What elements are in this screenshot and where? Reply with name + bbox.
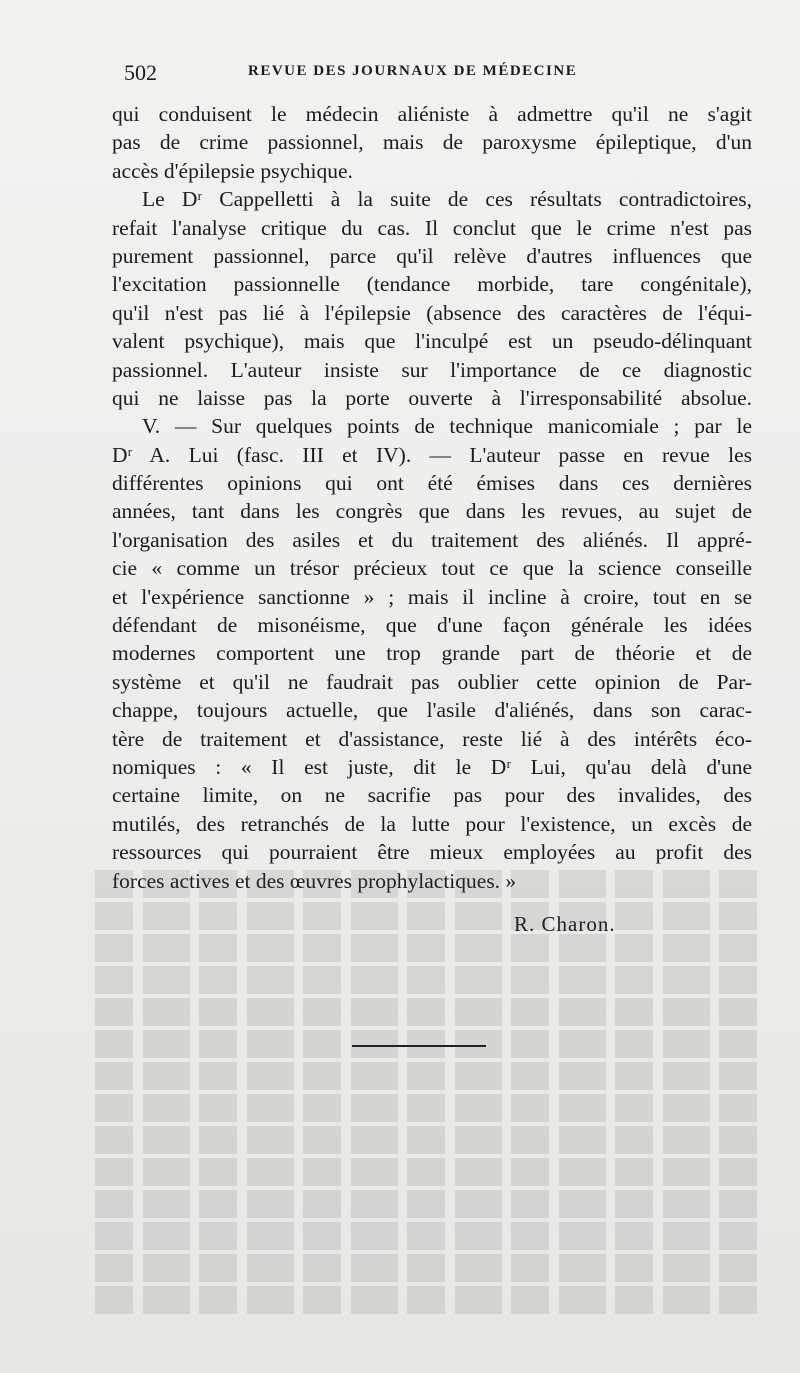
text-line: accès d'épilepsie psychique.	[112, 158, 353, 183]
show-through-line	[95, 934, 765, 962]
text-line: défendant de misonéisme, que d'une façon générale les idées	[112, 613, 752, 638]
text-line: modernes comportent une trop grande part de théorie et de	[112, 641, 752, 666]
author-signature: R. Charon.	[514, 912, 616, 936]
show-through-line	[95, 1254, 765, 1282]
show-through-line	[95, 998, 765, 1026]
text-line: ressources qui pourraient être mieux employées au profit des	[112, 840, 752, 865]
text-line: Dʳ A. Lui (fasc. III et IV). — L'auteur passe en revue les	[112, 442, 752, 467]
section-divider	[352, 1045, 486, 1047]
text-line: années, tant dans les congrès que dans les revues, au sujet de	[112, 499, 752, 524]
show-through-line	[95, 1158, 765, 1186]
show-through-line	[95, 1190, 765, 1218]
page-header	[124, 60, 644, 90]
text-line: chappe, toujours actuelle, que l'asile d'aliénés, dans son carac-	[112, 698, 752, 723]
text-line: cie « comme un trésor précieux tout ce que la science conseille	[112, 556, 752, 581]
article-body	[112, 100, 752, 895]
show-through-line	[95, 1126, 765, 1154]
text-line: l'organisation des asiles et du traitement des aliénés. Il appré-	[112, 527, 752, 552]
page-number: 502	[124, 60, 157, 85]
show-through-line	[95, 1222, 765, 1250]
text-line: nomiques : « Il est juste, dit le Dʳ Lui, qu'au delà d'une	[112, 754, 752, 779]
show-through-line	[95, 1062, 765, 1090]
show-through-line	[95, 1094, 765, 1122]
text-line: valent psychique), mais que l'inculpé est un pseudo-délinquant	[112, 329, 752, 354]
show-through-line	[95, 1286, 765, 1314]
text-line: refait l'analyse critique du cas. Il conclut que le crime n'est pas	[112, 215, 752, 240]
show-through-line	[95, 902, 765, 930]
show-through-line	[95, 1030, 765, 1058]
show-through-line	[95, 966, 765, 994]
text-line: qui ne laisse pas la porte ouverte à l'irresponsabilité absolue.	[112, 385, 752, 410]
text-line: qui conduisent le médecin aliéniste à admettre qu'il ne s'agit	[112, 102, 752, 126]
text-line: purement passionnel, parce qu'il relève d'autres influences que	[112, 243, 752, 268]
text-line: passionnel. L'auteur insiste sur l'importance de ce diagnostic	[112, 357, 752, 382]
text-line: forces actives et des œuvres prophylactiques. »	[112, 868, 517, 893]
show-through-texture	[95, 870, 765, 1350]
text-line: mutilés, des retranchés de la lutte pour l'existence, un excès de	[112, 811, 752, 836]
text-line: qu'il n'est pas lié à l'épilepsie (absence des caractères de l'équi-	[112, 300, 752, 325]
text-line: pas de crime passionnel, mais de paroxysme épileptique, d'un	[112, 130, 752, 155]
text-line: certaine limite, on ne sacrifie pas pour des invalides, des	[112, 783, 752, 808]
text-line: tère de traitement et d'assistance, reste lié à des intérêts éco-	[112, 726, 752, 751]
text-line: différentes opinions qui ont été émises dans ces dernières	[112, 471, 752, 496]
text-line: système et qu'il ne faudrait pas oublier cette opinion de Par-	[112, 669, 752, 694]
text-line: l'excitation passionnelle (tendance morbide, tare congénitale),	[112, 272, 752, 297]
running-title: REVUE DES JOURNAUX DE MÉDECINE	[248, 63, 578, 79]
text-line: V. — Sur quelques points de technique manicomiale ; par le	[142, 414, 752, 439]
text-line: Le Dʳ Cappelletti à la suite de ces résultats contradictoires,	[142, 187, 752, 212]
text-line: et l'expérience sanctionne » ; mais il incline à croire, tout en se	[112, 584, 752, 609]
